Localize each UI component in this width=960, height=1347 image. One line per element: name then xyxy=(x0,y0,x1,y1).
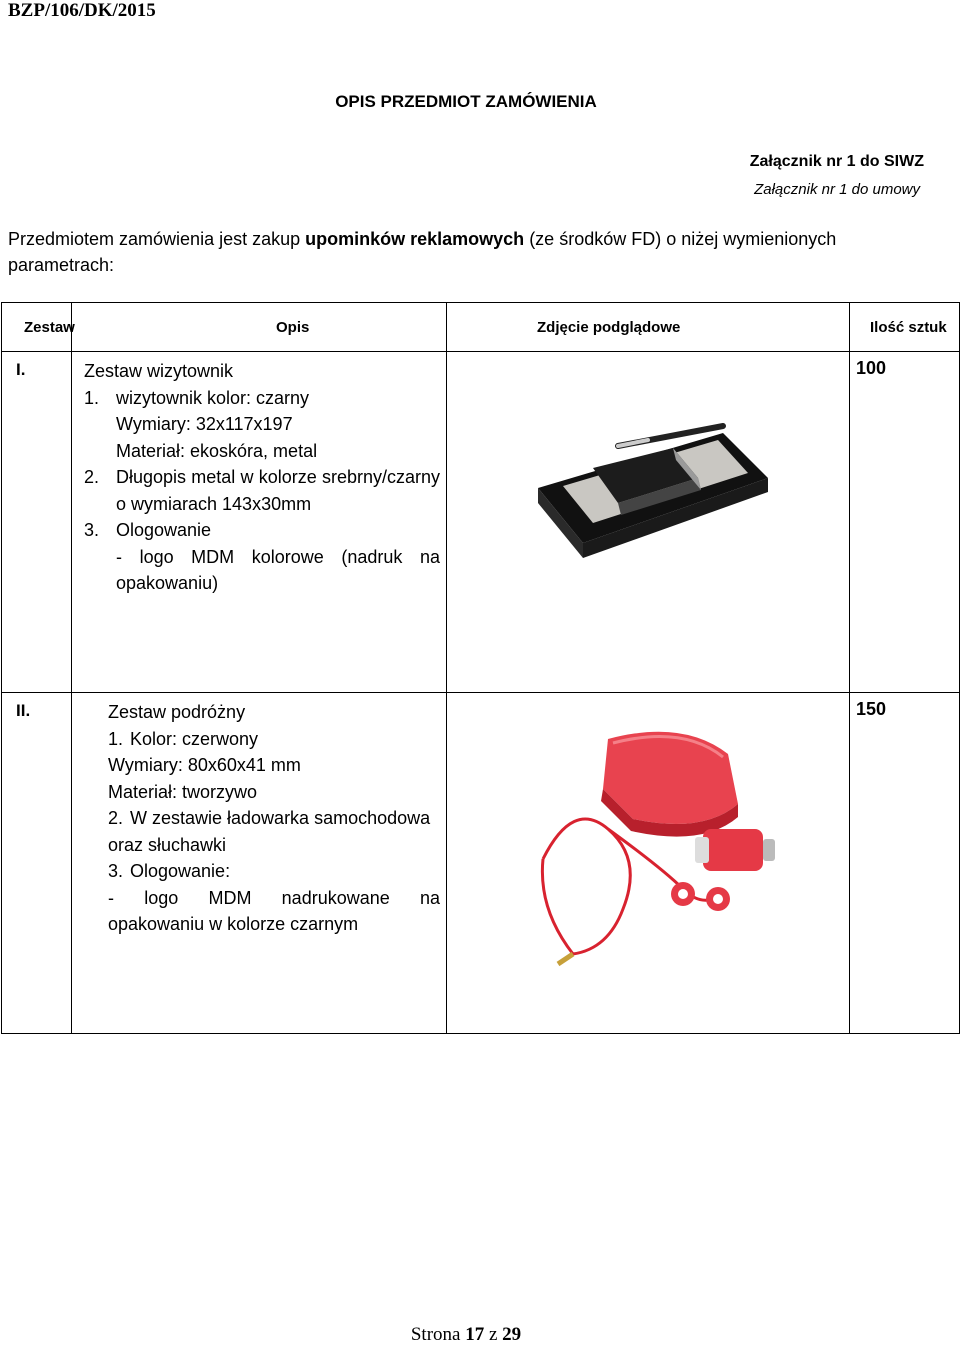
footer-prefix: Strona xyxy=(410,1324,466,1345)
set-name: Zestaw podróżny xyxy=(108,702,246,722)
item-number: 2. xyxy=(108,808,124,828)
item-line: Wymiary: 32x117x197 xyxy=(116,414,293,434)
intro-paragraph xyxy=(8,226,928,278)
intro-text-after: (ze środków FD) o niżej wymienionych parametrach: xyxy=(8,229,837,275)
intro-text-bold: upominków reklamowych xyxy=(305,229,525,249)
item-line: - logo MDM nadrukowane na opakowaniu w kolorze czarnym xyxy=(108,887,440,934)
product-photo-cell xyxy=(447,352,850,693)
list-item xyxy=(108,858,440,885)
annex-umowa: Załącznik nr 1 do umowy xyxy=(754,181,920,198)
item-line: Kolor: czerwony xyxy=(130,728,259,749)
page-footer xyxy=(0,1324,932,1346)
header-ilosc: Ilość sztuk xyxy=(850,303,960,352)
item-number: 1. xyxy=(84,387,100,408)
item-line: Ologowanie xyxy=(116,520,212,540)
set-name: Zestaw wizytownik xyxy=(84,361,234,381)
item-line: Ologowanie: xyxy=(130,861,231,881)
product-photo-cell xyxy=(447,693,850,1034)
quantity: 150 xyxy=(850,693,960,1034)
table-row xyxy=(2,352,960,693)
set-number: I. xyxy=(2,352,72,693)
set-description xyxy=(72,693,447,1034)
footer-mid: z xyxy=(484,1324,503,1345)
list-item xyxy=(84,464,440,517)
annex-siwz: Załącznik nr 1 do SIWZ xyxy=(749,153,924,170)
header-zestaw: Zestaw xyxy=(2,303,72,352)
list-item xyxy=(108,726,440,753)
table-header-row xyxy=(2,303,960,352)
specification-table xyxy=(1,302,960,1034)
item-line: wizytownik kolor: czarny xyxy=(116,387,310,408)
item-line: Materiał: tworzywo xyxy=(108,781,258,802)
table-row xyxy=(2,693,960,1034)
item-line: Wymiary: 80x60x41 mm xyxy=(108,755,301,775)
item-line: Długopis metal w kolorze srebrny/czarny o wymiarach 143x30mm xyxy=(116,467,440,514)
header-zdjecie: Zdjęcie podglądowe xyxy=(447,303,850,352)
footer-page-number: 17 xyxy=(465,1324,485,1345)
item-number: 1. xyxy=(108,728,124,749)
item-number: 3. xyxy=(84,520,100,540)
header-opis: Opis xyxy=(72,303,447,352)
footer-total-pages: 29 xyxy=(502,1324,522,1345)
page-title: OPIS PRZEDMIOT ZAMÓWIENIA xyxy=(335,92,597,111)
intro-text-before: Przedmiotem zamówienia jest zakup xyxy=(8,229,306,249)
business-card-holder-set-image xyxy=(523,368,773,568)
set-number: II. xyxy=(2,693,72,1034)
item-line: - logo MDM kolorowe (nadruk na opakowaniu) xyxy=(116,546,440,593)
item-line: Materiał: ekoskóra, metal xyxy=(116,440,318,461)
set-description xyxy=(72,352,447,693)
travel-set-image xyxy=(513,709,783,969)
item-line: W zestawie ładowarka samochodowa oraz słuchawki xyxy=(108,808,431,855)
document-code: BZP/106/DK/2015 xyxy=(8,0,156,21)
quantity: 100 xyxy=(850,352,960,693)
item-number: 3. xyxy=(108,861,124,881)
list-item xyxy=(84,385,440,465)
list-item xyxy=(84,517,440,597)
item-number: 2. xyxy=(84,467,100,487)
